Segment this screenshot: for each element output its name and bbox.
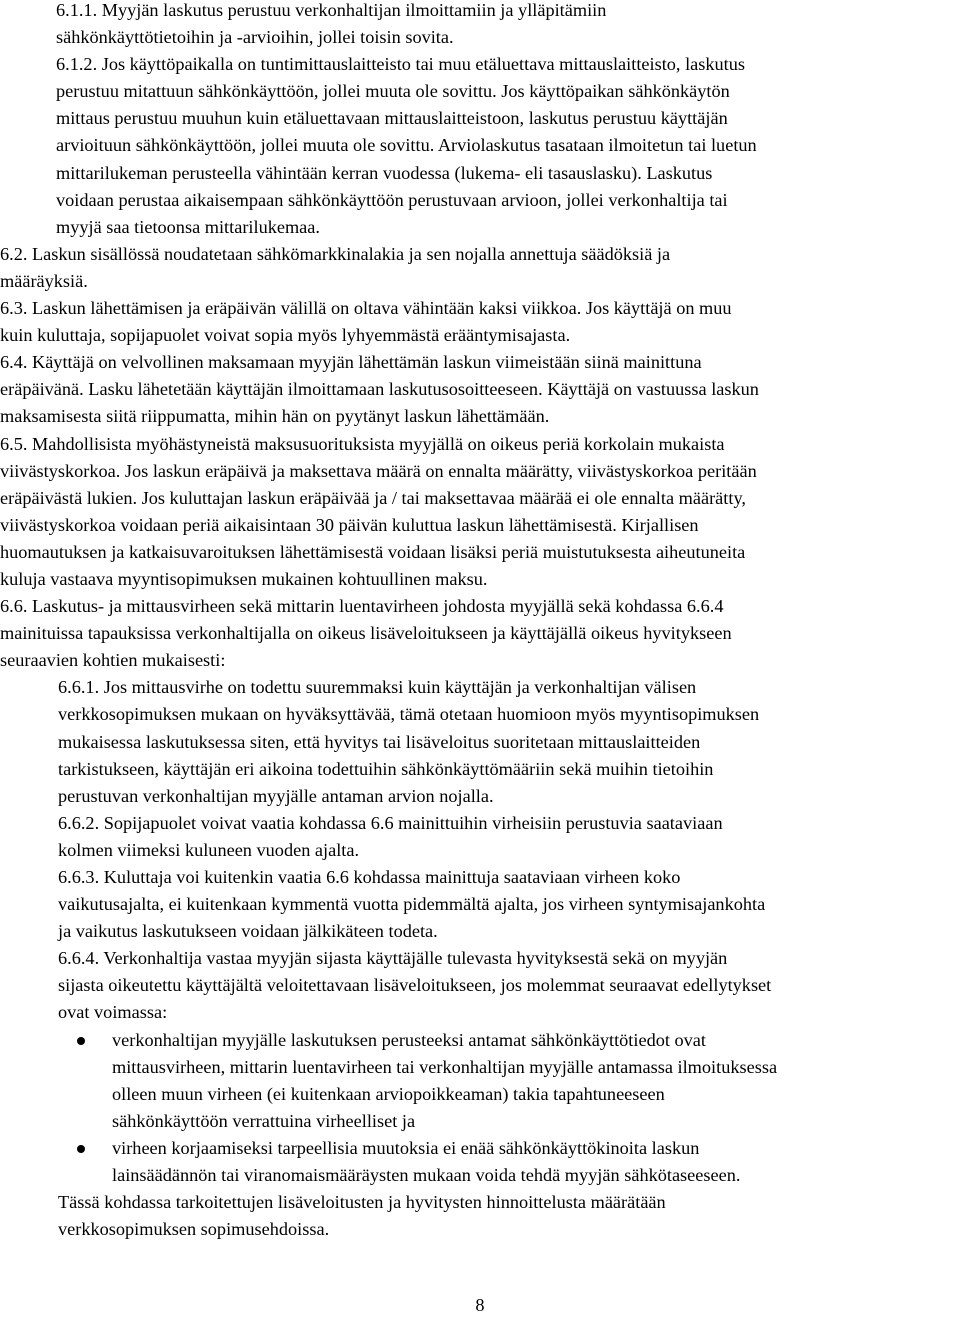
clause-6-1-2-line-4: arvioituun sähkönkäyttöön, jollei muuta ole sovittu. Arviolaskutus tasataan ilmoitetun tai luetun [56,135,757,156]
bullet-icon [77,1037,85,1045]
clause-6-6-1-line-2: verkkosopimuksen mukaan on hyväksyttävää, tämä otetaan huomioon myös myyntisopimuksen [58,704,760,725]
clause-6-6-3-line-3: ja vaikutus laskutukseen voidaan jälkikäteen todeta. [58,921,438,942]
clause-6-6-1-line-3: mukaisessa laskutuksessa siten, että hyvitys tai lisäveloitus suoritetaan mittauslaitteiden [58,731,701,752]
clause-6-5-line-5: huomautuksen ja katkaisuvaroituksen lähettämisestä voidaan lisäksi periä muistutuksesta aiheutuneita [0,541,746,562]
clause-6-6-1-line-4: tarkistukseen, käyttäjän eri aikoina todettuihin sähkönkäyttömääriin sekä muihin tietoihin [58,758,714,779]
bullet-2-text: virheen korjaamiseksi tarpeellisia muutoksia ei enää sähkönkäyttökinoita laskun [112,1137,700,1158]
bullet-icon [77,1145,85,1153]
clause-6-5-line-6: kuluja vastaava myyntisopimuksen mukainen kohtuullinen maksu. [0,568,488,589]
clause-6-4-line-3: maksamisesta siitä riippumatta, mihin hän on pyytänyt laskun lähettämään. [0,406,550,427]
clause-6-1-1-line-2: sähkönkäyttötietoihin ja -arvioihin, jollei toisin sovita. [56,27,454,48]
page-number: 8 [475,1295,485,1315]
clause-6-6-3-line-2: vaikutusajalta, ei kuitenkaan kymmentä vuotta pidemmältä ajalta, jos virheen syntymisajankohta [58,894,766,915]
bullet-1-line-1 [0,1027,960,1054]
bullet-1-line-2: mittausvirheen, mittarin luentavirheen tai verkonhaltijan myyjälle antamassa ilmoituksessa [112,1056,778,1077]
bullet-1-line-3: olleen muun virheen (ei kuitenkaan arviopoikkeaman) takia tapahtuneeseen [112,1083,665,1104]
clause-6-6-2-line-1: 6.6.2. Sopijapuolet voivat vaatia kohdassa 6.6 mainittuihin virheisiin perustuvia saataviaan [58,812,723,833]
bullet-1-line-4: sähkönkäyttöön verrattuina virheelliset ja [112,1110,416,1131]
bullet-2-line-1 [0,1135,960,1162]
clause-6-6-1-line-5: perustuvan verkonhaltijan myyjälle antaman arvion nojalla. [58,785,494,806]
closing-line-1: Tässä kohdassa tarkoitettujen lisäveloitusten ja hyvitysten hinnoittelusta määrätään [58,1192,666,1213]
clause-6-6-4-line-1: 6.6.4. Verkonhaltija vastaa myyjän sijasta käyttäjälle tulevasta hyvityksestä sekä on myyjän [58,948,728,969]
clause-6-2-line-2: määräyksiä. [0,270,88,291]
clause-6-1-2-line-2: perustuu mitattuun sähkönkäyttöön, jollei muuta ole sovittu. Jos käyttöpaikan sähkönkäytön [56,81,730,102]
clause-6-6-4-line-2: sijasta oikeutettu käyttäjältä veloitettavaan lisäveloitukseen, jos molemmat seuraavat edellytykset [58,975,772,996]
clause-6-6-line-2: mainituissa tapauksissa verkonhaltijalla on oikeus lisäveloitukseen ja käyttäjällä oikeus hyvitykseen [0,623,732,644]
clause-6-1-2-line-1: 6.1.2. Jos käyttöpaikalla on tuntimittauslaitteisto tai muu etäluettava mittauslaitteisto, laskutus [56,54,745,75]
clause-6-6-3-line-1: 6.6.3. Kuluttaja voi kuitenkin vaatia 6.6 kohdassa mainittuja saataviaan virheen koko [58,867,681,887]
bullet-2-line-2: lainsäädännön tai viranomaismääräysten mukaan voida tehdä myyjän sähkötaseeseen. [112,1165,741,1186]
closing-line-2: verkkosopimuksen sopimusehdoissa. [58,1219,330,1240]
clause-6-4-line-2: eräpäivänä. Lasku lähetetään käyttäjän ilmoittamaan laskutusosoitteeseen. Käyttäjä on vastuussa laskun [0,379,759,400]
clause-6-6-line-1: 6.6. Laskutus- ja mittausvirheen sekä mittarin luentavirheen johdosta myyjällä sekä kohdassa 6.6.4 [0,596,724,617]
clause-6-1-2-line-6: voidaan perustaa aikaisempaan sähkönkäyttöön perustuvaan arvioon, jollei verkonhaltija tai [56,189,728,210]
clause-6-6-4-line-3: ovat voimassa: [58,1002,168,1023]
clause-6-3-line-1: 6.3. Laskun lähettämisen ja eräpäivän välillä on oltava vähintään kaksi viikkoa. Jos käyttäjä on muu [0,298,732,319]
bullet-1-text: verkonhaltijan myyjälle laskutuksen perusteeksi antamat sähkönkäyttötiedot ovat [112,1029,706,1050]
clause-6-6-2-line-2: kolmen viimeksi kuluneen vuoden ajalta. [58,839,360,860]
clause-6-4-line-1: 6.4. Käyttäjä on velvollinen maksamaan myyjän lähettämän laskun viimeistään siinä mainittuna [0,352,702,373]
clause-6-1-2-line-7: myyjä saa tietoonsa mittarilukemaa. [56,216,320,237]
clause-6-3-line-2: kuin kuluttaja, sopijapuolet voivat sopia myös lyhyemmästä erääntymisajasta. [0,325,571,346]
clause-6-1-2-line-3: mittaus perustuu muuhun kuin etäluettavaan mittauslaitteistoon, laskutus perustuu käyttäjän [56,108,728,129]
clause-6-5-line-1: 6.5. Mahdollisista myöhästyneistä maksusuorituksista myyjällä on oikeus periä korkolain mukaista [0,433,725,454]
clause-6-6-line-3: seuraavien kohtien mukaisesti: [0,650,226,671]
clause-6-5-line-2: viivästyskorkoa. Jos laskun eräpäivä ja maksettava määrä on ennalta määrätty, viivästyskorkoa peritään [0,460,757,481]
clause-6-1-1-line-1: 6.1.1. Myyjän laskutus perustuu verkonhaltijan ilmoittamiin ja ylläpitämiin [56,0,607,20]
clause-6-5-line-4: viivästyskorkoa voidaan periä aikaisintaan 30 päivän kuluttua laskun lähettämisestä. Kirjallisen [0,514,699,535]
clause-6-5-line-3: eräpäivästä lukien. Jos kuluttajan laskun eräpäivää ja / tai maksettavaa määrää ei ole ennalta määrätty, [0,487,746,508]
clause-6-6-1-line-1: 6.6.1. Jos mittausvirhe on todettu suuremmaksi kuin käyttäjän ja verkonhaltijan välisen [58,677,697,698]
clause-6-1-2-line-5: mittarilukeman perusteella vähintään kerran vuodessa (lukema- eli tasauslasku). Laskutus [56,162,713,183]
clause-6-2-line-1: 6.2. Laskun sisällössä noudatetaan sähkömarkkinalakia ja sen nojalla annettuja säädöksiä ja [0,243,671,264]
